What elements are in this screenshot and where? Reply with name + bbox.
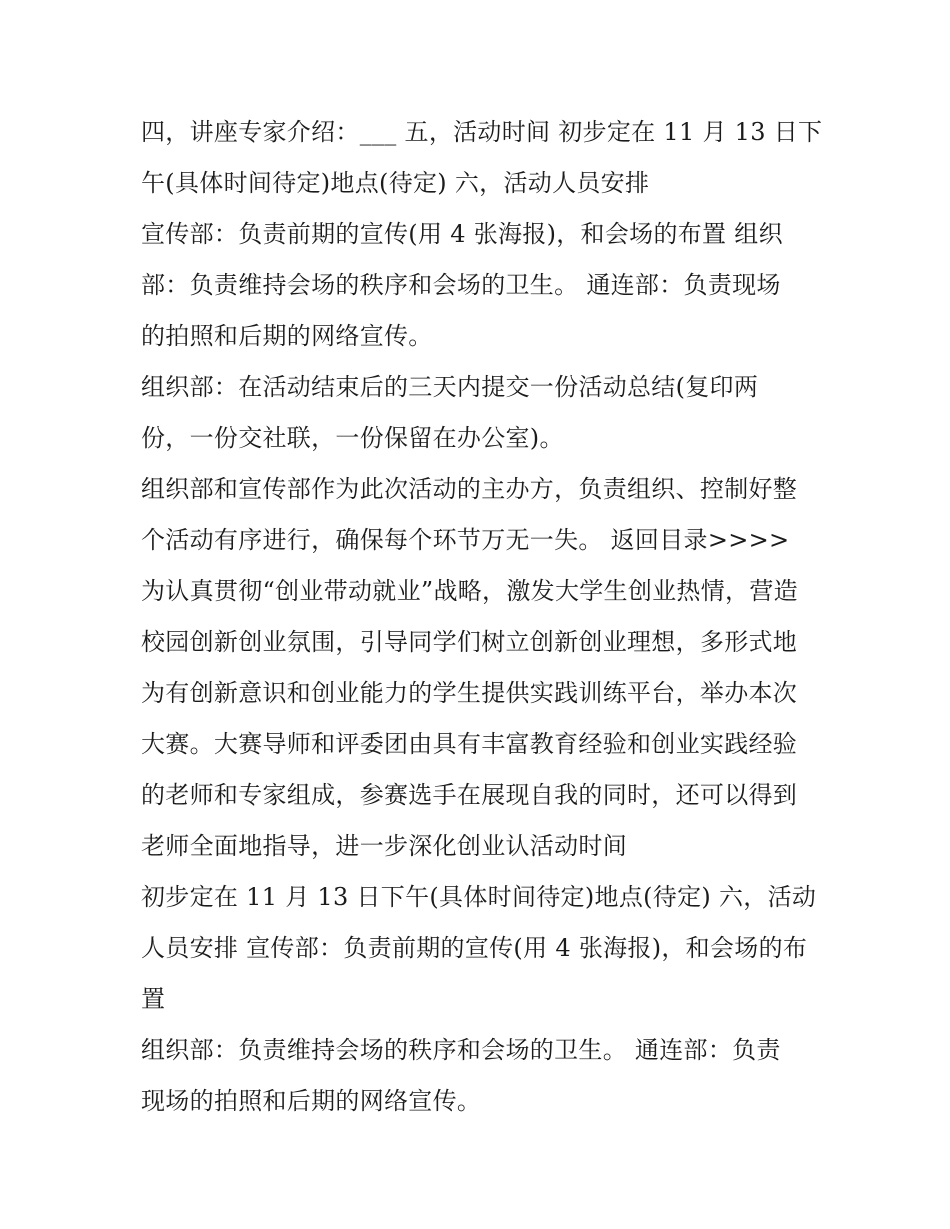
text-line: 校园创新创业氛围，引导同学们树立创新创业理想，多形式地 (141, 628, 798, 656)
text-line: 份，一份交社联，一份保留在办公室)。 (141, 424, 564, 452)
text-line: 宣传部：负责前期的宣传(用 4 张海报)，和会场的布置 组织 (141, 220, 783, 248)
text-line: 初步定在 11 月 13 日下午(具体时间待定)地点(待定) 六，活动 (141, 883, 817, 911)
text-line: 的老师和专家组成，参赛选手在展现自我的同时，还可以得到 (141, 781, 798, 809)
text-line: 组织部和宣传部作为此次活动的主办方，负责组织、控制好整 (141, 475, 798, 503)
text-line: 为有创新意识和创业能力的学生提供实践训练平台，举办本次 (141, 679, 798, 707)
text-line: 组织部：在活动结束后的三天内提交一份活动总结(复印两 (141, 373, 759, 401)
text-line: 四，讲座专家介绍：___ 五，活动时间 初步定在 11 月 13 日下 (141, 118, 823, 146)
text-line: 大赛。大赛导师和评委团由具有丰富教育经验和创业实践经验 (141, 730, 798, 758)
text-line: 置 (141, 985, 166, 1013)
text-line: 现场的拍照和后期的网络宣传。 (141, 1087, 482, 1115)
text-line: 个活动有序进行，确保每个环节万无一失。 返回目录>>>> (141, 526, 790, 554)
text-line: 老师全面地指导，进一步深化创业认活动时间 (141, 832, 627, 860)
text-line: 组织部：负责维持会场的秩序和会场的卫生。 通连部：负责 (141, 1036, 781, 1064)
text-line: 为认真贯彻“创业带动就业”战略，激发大学生创业热情，营造 (141, 577, 798, 605)
text-line: 部：负责维持会场的秩序和会场的卫生。 通连部：负责现场 (141, 271, 781, 299)
text-line: 午(具体时间待定)地点(待定) 六，活动人员安排 (141, 169, 650, 197)
text-line: 的拍照和后期的网络宣传。 (141, 322, 433, 350)
text-line: 人员安排 宣传部：负责前期的宣传(用 4 张海报)，和会场的布 (141, 934, 808, 962)
document-body (141, 107, 821, 1127)
